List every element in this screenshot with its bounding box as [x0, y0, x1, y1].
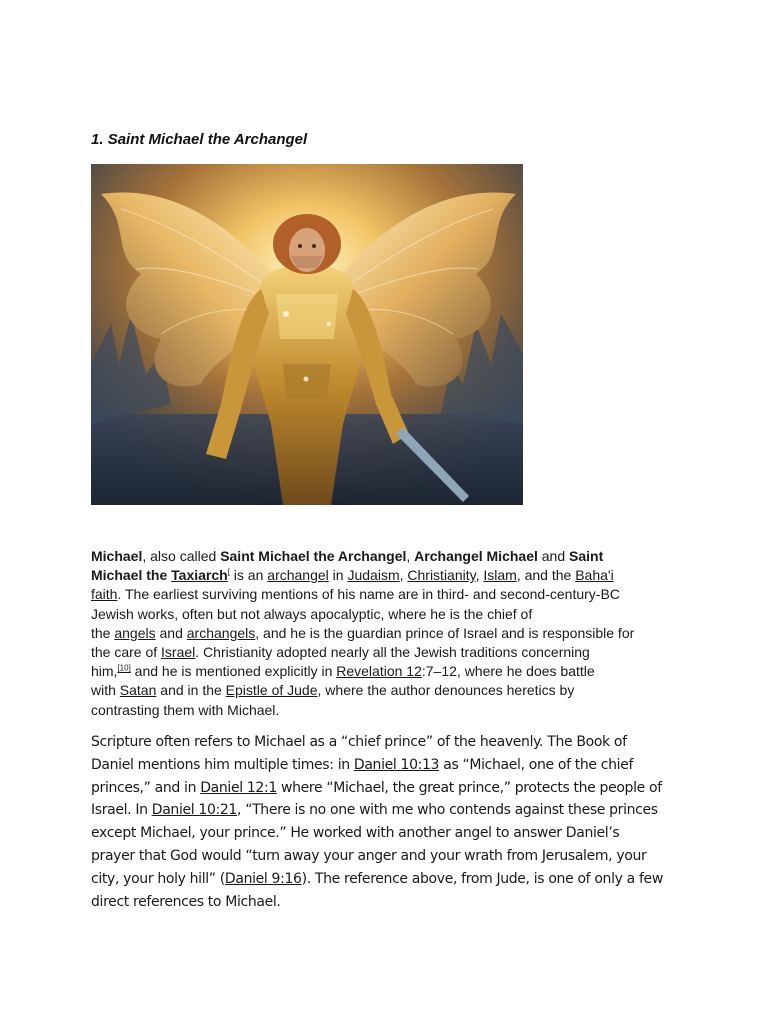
- para2-line-1: Scripture often refers to Michael as a “chief prince” of the heavenly. The Book of: [91, 734, 627, 750]
- text-run: the care of: [91, 644, 162, 661]
- term-archangel-michael: Archangel Michael: [414, 548, 538, 564]
- link-daniel-10-13[interactable]: Daniel 10:13: [353, 756, 440, 773]
- link-israel[interactable]: Israel: [161, 644, 196, 661]
- text-run: and: [537, 548, 570, 564]
- link-angels[interactable]: angels: [114, 624, 156, 641]
- link-judaism[interactable]: Judaism: [347, 567, 400, 584]
- para1-line-6: [91, 643, 681, 662]
- text-run: , “There is no one with me who contends against these princes: [237, 802, 658, 819]
- text-run: Daniel mentions him multiple times: in: [91, 756, 354, 773]
- term-michael-the: Michael the: [91, 567, 172, 584]
- text-run: princes,” and in: [91, 779, 201, 796]
- link-christianity[interactable]: Christianity: [407, 567, 476, 584]
- term-michael: Michael: [91, 548, 143, 564]
- link-daniel-12-1[interactable]: Daniel 12:1: [200, 779, 277, 796]
- section-heading: [91, 131, 307, 148]
- text-run: ). The reference above, from Jude, is one of only a few: [301, 870, 663, 887]
- text-run: ,: [475, 567, 484, 584]
- para2-line-2: [91, 754, 691, 777]
- text-run: and he is mentioned explicitly in: [130, 663, 337, 680]
- link-islam[interactable]: Islam: [483, 567, 517, 584]
- text-run: , where the author denounces heretics by: [317, 682, 575, 699]
- link-taxiarch[interactable]: Taxiarch: [171, 567, 228, 584]
- para1-line-7: [91, 662, 681, 681]
- text-run: the: [91, 624, 115, 641]
- link-satan[interactable]: Satan: [119, 682, 157, 699]
- text-run: , and the: [516, 567, 576, 584]
- text-run: . The earliest surviving mentions of his name are in third- and second-century-BC: [117, 586, 620, 603]
- term-saint: Saint: [569, 548, 604, 564]
- text-run: , and he is the guardian prince of Israel and is responsible for: [255, 624, 635, 641]
- text-run: where “Michael, the great prince,” protects the people of: [276, 779, 662, 796]
- para1-line-5: [91, 624, 681, 643]
- link-revelation-12[interactable]: Revelation 12: [336, 663, 422, 680]
- link-faith[interactable]: faith: [91, 586, 118, 603]
- link-bahai[interactable]: Baha'i: [575, 567, 614, 584]
- intro-paragraph: [91, 547, 681, 720]
- para1-line-4: Jewish works, often but not always apocalyptic, where he is the chief of: [91, 605, 533, 622]
- text-run: as “Michael, one of the chief: [439, 756, 634, 773]
- text-run: ,: [406, 548, 415, 564]
- link-daniel-10-21[interactable]: Daniel 10:21: [151, 802, 237, 819]
- text-run: city, your holy hill” (: [91, 870, 225, 887]
- footnote-10[interactable]: [10]: [117, 663, 131, 673]
- term-saint-michael-the-archangel: Saint Michael the Archangel: [220, 548, 407, 564]
- scripture-paragraph: [91, 731, 691, 913]
- para1-line-2: [91, 566, 681, 585]
- text-run: him,: [91, 663, 118, 680]
- para1-line-8: [91, 681, 681, 700]
- link-daniel-9-16[interactable]: Daniel 9:16: [224, 870, 302, 887]
- para2-line-8: direct references to Michael.: [91, 893, 281, 910]
- text-run: in: [328, 567, 348, 584]
- text-run: . Christianity adopted nearly all the Jewish traditions concerning: [195, 644, 590, 661]
- para1-line-3: [91, 585, 681, 604]
- text-run: with: [91, 682, 120, 699]
- text-run: is an: [229, 567, 268, 584]
- text-run: , also called: [142, 548, 221, 564]
- para1-line-9: contrasting them with Michael.: [91, 701, 280, 718]
- link-archangels[interactable]: archangels: [186, 624, 256, 641]
- para2-line-4: [91, 799, 691, 822]
- text-run: :7–12, where he does battle: [421, 663, 595, 680]
- para1-line-1: [91, 547, 681, 566]
- para2-line-6: prayer that God would “turn away your anger and your wrath from Jerusalem, your: [91, 847, 647, 864]
- text-run: Israel. In: [91, 802, 152, 819]
- link-archangel[interactable]: archangel: [267, 567, 329, 584]
- heading-number: 1.: [91, 131, 104, 148]
- para2-line-5: except Michael, your prince.” He worked with another angel to answer Daniel’s: [91, 825, 620, 842]
- archangel-illustration: [91, 164, 523, 505]
- footnote-ref[interactable]: [: [227, 567, 230, 577]
- text-run: ,: [399, 567, 408, 584]
- text-run: and in the: [156, 682, 226, 699]
- para2-line-7: [91, 868, 691, 891]
- heading-title: Saint Michael the Archangel: [107, 131, 308, 148]
- text-run: and: [155, 624, 187, 641]
- link-epistle-of-jude[interactable]: Epistle of Jude: [225, 682, 318, 699]
- para2-line-3: [91, 777, 691, 800]
